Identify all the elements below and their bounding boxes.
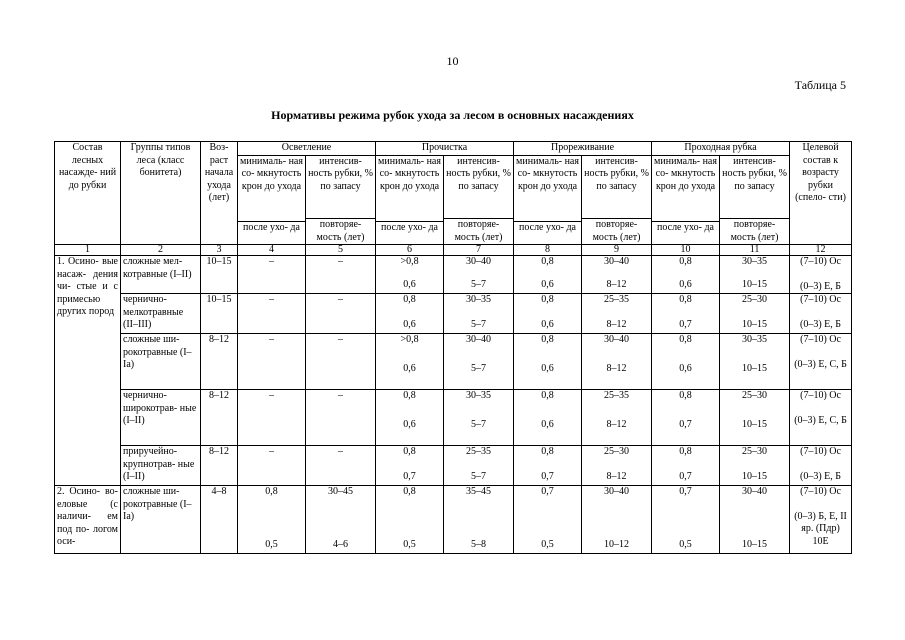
value-bottom: 10–15: [742, 538, 768, 550]
header-intensity: [582, 155, 652, 245]
value-top: 30–40: [604, 256, 630, 267]
value-top: –: [338, 446, 343, 457]
value-bottom: 0,5: [679, 538, 692, 550]
header-groups: Группы типов леса (класс бонитета): [121, 142, 201, 245]
value-bottom: 4–6: [333, 538, 348, 550]
header-after-care: после ухо- да: [238, 221, 306, 244]
value-cell-col6: [376, 294, 444, 334]
table-row: [55, 446, 852, 486]
value-top: –: [269, 446, 274, 457]
value-top: 0,8: [541, 256, 554, 267]
table-row: [55, 486, 852, 554]
header-intensity-text: интенсив- ность рубки, % по запасу: [308, 155, 373, 192]
column-number: 12: [790, 245, 852, 256]
value-cell-col8: [514, 486, 582, 554]
value-top: –: [338, 294, 343, 305]
value-cell-col11: [720, 334, 790, 390]
header-composition: Состав лесных насажде- ний до рубки: [55, 142, 121, 245]
value-cell-col12: [790, 446, 852, 486]
value-bottom: 5–8: [471, 538, 487, 550]
value-cell-col5: [306, 486, 376, 554]
value-cell-col7: [444, 294, 514, 334]
table-row: [55, 256, 852, 294]
value-bottom: 10–15: [742, 418, 768, 430]
value-top: 30–45: [328, 486, 353, 497]
value-bottom: (0–3) Е, Б: [800, 470, 842, 482]
value-bottom: 0,6: [679, 278, 692, 290]
age-cell: 10–15: [201, 256, 238, 294]
value-bottom: 8–12: [606, 470, 627, 482]
age-cell: 8–12: [201, 334, 238, 390]
header-intensity-text: интенсив- ность рубки, % по запасу: [722, 155, 787, 192]
value-cell-col8: [514, 256, 582, 294]
value-top: (7–10) Ос: [800, 446, 841, 457]
age-cell: 4–8: [201, 486, 238, 554]
value-bottom: 5–7: [471, 362, 487, 374]
value-cell-col9: [582, 446, 652, 486]
column-number: 3: [201, 245, 238, 256]
header-after-care: после ухо- да: [376, 221, 444, 244]
value-top: 30–35: [742, 256, 768, 267]
value-cell-col6: [376, 446, 444, 486]
value-top: 0,8: [265, 486, 278, 497]
value-bottom: 0,7: [679, 418, 692, 430]
header-after-care: после ухо- да: [514, 221, 582, 244]
forest-type-cell: сложные ши- рокотравные (I–Iа): [121, 486, 201, 554]
value-top: 0,8: [541, 334, 554, 345]
value-cell-col7: [444, 334, 514, 390]
value-top: 25–30: [742, 294, 768, 305]
value-top: (7–10) Ос: [800, 294, 841, 305]
forest-type-cell: чернично- широкотрав- ные (I–II): [121, 390, 201, 446]
value-cell-col12: [790, 334, 852, 390]
header-after-care: после ухо- да: [652, 221, 720, 244]
column-number: 1: [55, 245, 121, 256]
value-bottom: 8–12: [606, 362, 627, 374]
value-cell-col5: [306, 294, 376, 334]
value-top: –: [269, 334, 274, 345]
value-bottom: 0,5: [403, 538, 416, 550]
value-cell-col10: [652, 486, 720, 554]
value-bottom: 0,6: [403, 278, 416, 290]
value-cell-col11: [720, 294, 790, 334]
header-min-density: минималь- ная со- мкнутость крон до ухода: [652, 155, 720, 221]
value-cell-col4: [238, 256, 306, 294]
value-cell-col12: [790, 256, 852, 294]
column-number: 6: [376, 245, 444, 256]
value-cell-col9: [582, 486, 652, 554]
value-top: 30–35: [466, 390, 492, 401]
value-top: 25–30: [604, 446, 630, 457]
value-top: >0,8: [400, 256, 419, 267]
value-top: (7–10) Ос: [800, 334, 841, 345]
value-top: –: [269, 390, 274, 401]
value-cell-col11: [720, 390, 790, 446]
value-bottom: 0,7: [679, 470, 692, 482]
composition-cell: 2. Осино- во-еловые (с наличи- ем под по- логом оси-: [55, 486, 121, 554]
value-bottom: 0,6: [541, 318, 554, 330]
value-top: 0,8: [403, 294, 416, 305]
value-cell-col5: [306, 256, 376, 294]
value-bottom: 0,5: [265, 538, 278, 550]
value-bottom: (0–3) Е, Б: [800, 280, 842, 292]
value-cell-col4: [238, 294, 306, 334]
value-bottom: 0,6: [541, 418, 554, 430]
header-repeat: повторяе- мость (лет): [454, 219, 503, 243]
value-cell-col4: [238, 486, 306, 554]
value-cell-col10: [652, 256, 720, 294]
value-cell-col7: [444, 486, 514, 554]
value-bottom: (0–3) Е, С, Б: [794, 358, 847, 370]
value-cell-col9: [582, 334, 652, 390]
composition-cell: 1. Осино- вые насаж- дения чи- стые и с примесью других пород: [55, 256, 121, 486]
value-cell-col10: [652, 294, 720, 334]
header-age: Воз- раст начала ухода (лет): [201, 142, 238, 245]
column-number: 4: [238, 245, 306, 256]
value-bottom: 10–12: [604, 538, 630, 550]
value-cell-col10: [652, 390, 720, 446]
value-bottom: 0,7: [541, 470, 554, 482]
value-bottom: (0–3) Б, Е, II яр. (Пдр) 10Е: [794, 510, 847, 547]
header-lighting: Осветление: [238, 142, 376, 156]
value-top: 30–40: [604, 334, 630, 345]
value-top: 0,7: [679, 486, 692, 497]
value-cell-col8: [514, 390, 582, 446]
value-cell-col6: [376, 486, 444, 554]
value-cell-col6: [376, 334, 444, 390]
header-intensity-text: интенсив- ность рубки, % по запасу: [446, 155, 511, 192]
table-title: Нормативы режима рубок ухода за лесом в основных насаждениях: [271, 108, 634, 122]
value-cell-col8: [514, 446, 582, 486]
value-bottom: 10–15: [742, 318, 768, 330]
value-bottom: 0,7: [679, 318, 692, 330]
value-cell-col4: [238, 390, 306, 446]
column-number: 5: [306, 245, 376, 256]
value-cell-col6: [376, 390, 444, 446]
value-top: 30–40: [742, 486, 768, 497]
header-row-1: [55, 142, 852, 156]
value-cell-col7: [444, 390, 514, 446]
value-cell-col10: [652, 334, 720, 390]
header-passing: Проходная рубка: [652, 142, 790, 156]
value-bottom: (0–3) Е, Б: [800, 318, 842, 330]
header-min-density: минималь- ная со- мкнутость крон до ухода: [238, 155, 306, 221]
value-cell-col10: [652, 446, 720, 486]
value-cell-col12: [790, 486, 852, 554]
value-bottom: 0,6: [679, 362, 692, 374]
value-cell-col12: [790, 294, 852, 334]
value-top: 30–40: [604, 486, 630, 497]
value-cell-col7: [444, 446, 514, 486]
value-top: 0,8: [679, 256, 692, 267]
age-cell: 8–12: [201, 390, 238, 446]
column-number: 10: [652, 245, 720, 256]
value-bottom: 0,6: [541, 278, 554, 290]
value-top: 25–35: [604, 294, 630, 305]
value-top: 30–40: [466, 256, 492, 267]
value-top: –: [338, 390, 343, 401]
column-number: 9: [582, 245, 652, 256]
table-label: Таблица 5: [794, 78, 846, 92]
header-min-density: минималь- ная со- мкнутость крон до ухода: [376, 155, 444, 221]
value-top: 0,8: [679, 446, 692, 457]
value-bottom: 5–7: [471, 418, 487, 430]
value-bottom: (0–3) Е, С, Б: [794, 414, 847, 426]
value-top: (7–10) Ос: [800, 390, 841, 401]
value-bottom: 8–12: [606, 278, 627, 290]
value-top: 0,8: [541, 294, 554, 305]
value-top: 30–35: [466, 294, 492, 305]
forest-type-cell: сложные ши- рокотравные (I–Iа): [121, 334, 201, 390]
value-cell-col9: [582, 390, 652, 446]
value-cell-col11: [720, 486, 790, 554]
header-target: Целевой состав к возрасту рубки (спело- сти): [790, 142, 852, 245]
value-top: (7–10) Ос: [800, 486, 841, 497]
header-intensity-text: интенсив- ность рубки, % по запасу: [584, 155, 649, 192]
value-top: 0,8: [679, 294, 692, 305]
value-top: –: [338, 256, 343, 267]
value-bottom: 5–7: [471, 278, 487, 290]
value-top: 35–45: [466, 486, 492, 497]
value-bottom: 0,7: [403, 470, 416, 482]
table-row: [55, 334, 852, 390]
value-bottom: 0,6: [403, 318, 416, 330]
forest-type-cell: приручейно- крупнотрав- ные (I–II): [121, 446, 201, 486]
value-bottom: 0,6: [541, 362, 554, 374]
column-number: 8: [514, 245, 582, 256]
value-bottom: 5–7: [471, 470, 487, 482]
norms-table: [54, 141, 852, 554]
header-repeat: повторяе- мость (лет): [316, 219, 365, 243]
value-top: 0,8: [403, 390, 416, 401]
table-row: [55, 294, 852, 334]
value-bottom: 0,6: [403, 418, 416, 430]
value-top: –: [269, 256, 274, 267]
column-number: 2: [121, 245, 201, 256]
header-intensity: [720, 155, 790, 245]
value-top: 25–35: [604, 390, 630, 401]
age-cell: 10–15: [201, 294, 238, 334]
table-row: [55, 390, 852, 446]
value-top: 0,8: [541, 390, 554, 401]
value-bottom: 5–7: [471, 318, 487, 330]
value-cell-col8: [514, 294, 582, 334]
value-cell-col7: [444, 256, 514, 294]
header-cleaning: Прочистка: [376, 142, 514, 156]
header-repeat: повторяе- мость (лет): [730, 219, 779, 243]
forest-type-cell: сложные мел- котравные (I–II): [121, 256, 201, 294]
column-number: 11: [720, 245, 790, 256]
value-cell-col11: [720, 256, 790, 294]
value-bottom: 8–12: [606, 318, 627, 330]
value-cell-col4: [238, 446, 306, 486]
forest-type-cell: чернично- мелкотравные (II–III): [121, 294, 201, 334]
value-bottom: 10–15: [742, 470, 768, 482]
value-cell-col11: [720, 446, 790, 486]
value-top: 25–30: [742, 390, 768, 401]
value-cell-col5: [306, 446, 376, 486]
column-number: 7: [444, 245, 514, 256]
value-top: 0,8: [679, 334, 692, 345]
value-bottom: 8–12: [606, 418, 627, 430]
value-top: 0,8: [403, 446, 416, 457]
value-top: 25–35: [466, 446, 492, 457]
value-top: –: [338, 334, 343, 345]
value-top: 0,8: [541, 446, 554, 457]
value-top: 30–35: [742, 334, 768, 345]
header-intensity: [306, 155, 376, 245]
page-number: 10: [446, 54, 459, 68]
value-cell-col9: [582, 294, 652, 334]
header-thinning: Прореживание: [514, 142, 652, 156]
value-top: 0,8: [403, 486, 416, 497]
value-bottom: 0,6: [403, 362, 416, 374]
value-cell-col9: [582, 256, 652, 294]
column-number-row: [55, 245, 852, 256]
value-top: 0,7: [541, 486, 554, 497]
value-top: 25–30: [742, 446, 768, 457]
value-top: >0,8: [400, 334, 419, 345]
value-cell-col6: [376, 256, 444, 294]
value-cell-col12: [790, 390, 852, 446]
value-cell-col5: [306, 390, 376, 446]
value-bottom: 10–15: [742, 362, 768, 374]
age-cell: 8–12: [201, 446, 238, 486]
value-top: –: [269, 294, 274, 305]
header-intensity: [444, 155, 514, 245]
value-top: (7–10) Ос: [800, 256, 841, 267]
value-cell-col5: [306, 334, 376, 390]
value-top: 0,8: [679, 390, 692, 401]
header-min-density: минималь- ная со- мкнутость крон до ухода: [514, 155, 582, 221]
value-top: 30–40: [466, 334, 492, 345]
value-cell-col8: [514, 334, 582, 390]
value-bottom: 0,5: [541, 538, 554, 550]
value-cell-col4: [238, 334, 306, 390]
header-repeat: повторяе- мость (лет): [592, 219, 641, 243]
value-bottom: 10–15: [742, 278, 768, 290]
